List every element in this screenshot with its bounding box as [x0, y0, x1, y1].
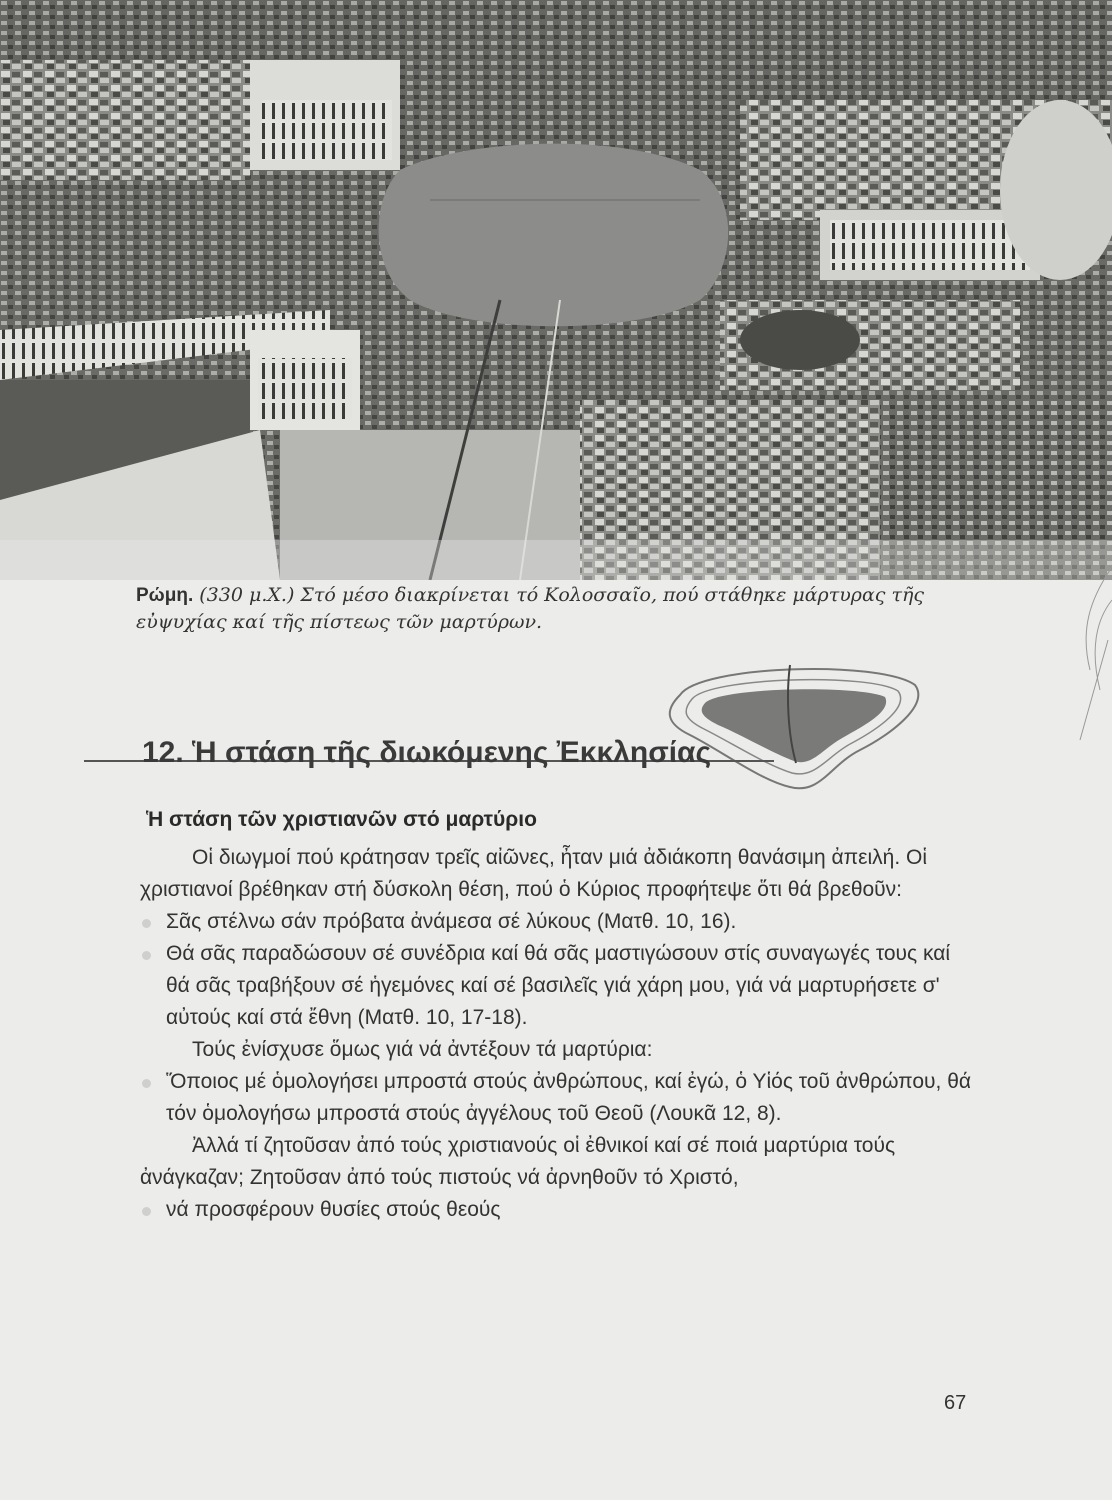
- quote-item: [140, 906, 976, 938]
- quote-item: [140, 1194, 976, 1226]
- quote-item: [140, 938, 976, 1034]
- chapter-title: 12. Ἡ στάση τῆς διωκόμενης Ἐκκλησίας: [142, 736, 712, 769]
- hand-drawn-annotation: [660, 655, 930, 805]
- paragraph-strengthen: Τούς ἐνίσχυσε ὅμως γιά νά ἀντέξουν τά μαρτύρια:: [192, 1038, 653, 1061]
- quote-text: Θά σᾶς παραδώσουν σέ συνέδρια καί θά σᾶς μαστιγώσουν στίς συναγωγές τους καί θά σᾶς τραβήξουν σέ ἡγεμόνες καί σέ βασιλεῖς γιά χάρη μου, γιά νά μαρτυρήσετε σ' αὐτούς καί στά ἔθνη (Ματθ. 10, 17-18).: [166, 942, 951, 1029]
- page-number: 67: [944, 1392, 967, 1414]
- paragraph-question: Ἀλλά τί ζητοῦσαν ἀπό τούς χριστιανούς οἱ ἐθνικοί καί σέ ποιά μαρτύρια τούς ἀνάγκαζαν; Ζητοῦσαν ἀπό τούς πιστούς νά ἀρνηθοῦν τό Χριστό,: [140, 1134, 896, 1189]
- rome-illustration: [0, 0, 1112, 580]
- caption-place: Ρώμη.: [136, 585, 194, 606]
- bullet-icon: [142, 1207, 151, 1216]
- paragraph-intro: Οἱ διωγμοί πού κράτησαν τρεῖς αἰῶνες, ἦταν μιά ἀδιάκοπη θανάσιμη ἀπειλή. Οἱ χριστιανοί βρέθηκαν στή δύσκολη θέση, πού ὁ Κύριος προφήτεψε ὅτι θά βρεθοῦν:: [140, 846, 927, 901]
- quote-text: νά προσφέρουν θυσίες στούς θεούς: [166, 1198, 501, 1221]
- section-body: [140, 842, 976, 1226]
- section-subtitle: Ἡ στάση τῶν χριστιανῶν στό μαρτύριο: [146, 808, 537, 831]
- aerial-rome-photo: [0, 0, 1112, 580]
- quote-text: Ὅποιος μέ ὁμολογήσει μπροστά στούς ἀνθρώπους, καί ἐγώ, ὁ Υἱός τοῦ ἀνθρώπου, θά τόν ὁμολογήσω μπροστά στούς ἀγγέλους τοῦ Θεοῦ (Λουκᾶ 12, 8).: [166, 1070, 972, 1125]
- photo-caption: [136, 582, 986, 635]
- quote-text: Σᾶς στέλνω σάν πρόβατα ἀνάμεσα σέ λύκους (Ματθ. 10, 16).: [166, 910, 737, 933]
- caption-text: (330 μ.Χ.) Στό μέσο διακρίνεται τό Κολοσσαῖο, πού στάθηκε μάρτυρας τῆς εὐψυχίας καί τῆς πίστεως τῶν μαρτύρων.: [136, 584, 925, 633]
- bullet-icon: [142, 1079, 151, 1088]
- bullet-icon: [142, 951, 151, 960]
- pencil-marks: [1060, 560, 1112, 760]
- quote-item: [140, 1066, 976, 1130]
- bullet-icon: [142, 919, 151, 928]
